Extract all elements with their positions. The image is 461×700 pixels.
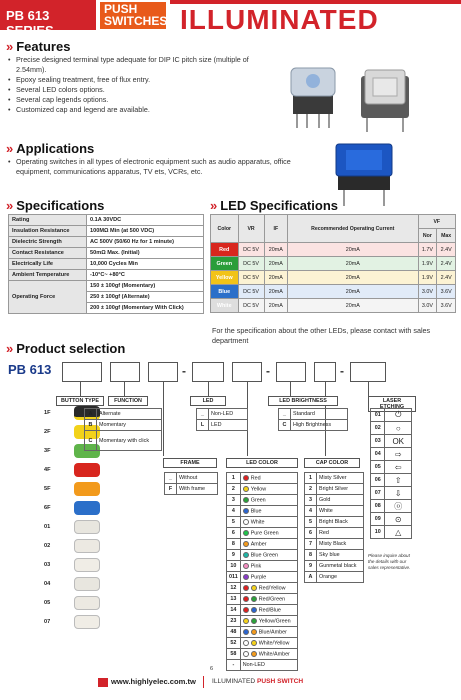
- table-row: 9 Blue Green: [227, 550, 298, 561]
- function-title: FUNCTION: [108, 396, 148, 406]
- led-color-dot-icon: [243, 519, 249, 525]
- led-color-dot-icon: [251, 618, 257, 624]
- separator-dash: -: [182, 364, 186, 378]
- cap-image-03: [74, 558, 100, 572]
- cap-image-04: [74, 577, 100, 591]
- table-row: Operating Force 150 ± 100gf (Momentary): [9, 281, 204, 292]
- table-row: 5 White: [227, 517, 298, 528]
- table-row: 13 Red/Green: [227, 594, 298, 605]
- button-type-code: 04: [44, 581, 51, 587]
- part-box-laser-etching: [350, 362, 386, 382]
- table-row: 10 △: [371, 526, 412, 539]
- table-row: _ Standard: [279, 409, 348, 420]
- table-row: 1 Misty Silver: [305, 473, 364, 484]
- table-row: Dielectric Strength AC 500V (50/60 Hz for 1 minute): [9, 237, 204, 248]
- part-box-frame: [148, 362, 178, 382]
- cap-image-4f: [74, 463, 100, 477]
- function-table: [84, 408, 162, 451]
- led-color-dot-icon: [243, 618, 249, 624]
- page-header: [0, 0, 461, 38]
- cap-image-05: [74, 596, 100, 610]
- table-row: Red DC 5V 20mA 20mA 1.7V 2.4V: [211, 243, 456, 257]
- led-color-label: Yellow: [250, 486, 267, 493]
- cap-image-02: [74, 539, 100, 553]
- switch-photo-white: [285, 62, 340, 132]
- table-row: 02 ○: [371, 422, 412, 435]
- table-row: 58 White/Amber: [227, 649, 298, 660]
- led-color-dot-icon: [243, 486, 249, 492]
- led-color-dot-icon: [251, 596, 257, 602]
- separator-dash: -: [266, 364, 270, 378]
- part-box-led: [192, 362, 224, 382]
- table-row: 5 Bright Black: [305, 517, 364, 528]
- applications-list: [8, 157, 298, 177]
- led-color-dot-icon: [243, 640, 249, 646]
- cap-image-5f: [74, 482, 100, 496]
- table-row: 23 Yellow/Green: [227, 616, 298, 627]
- table-row: 7 Misty Black: [305, 539, 364, 550]
- led-color-dot-icon: [251, 585, 257, 591]
- led-color-label: Green: [250, 497, 266, 504]
- specifications-heading: » Specifications: [6, 198, 105, 213]
- led-color-label: Yellow/Green: [258, 618, 291, 625]
- list-item: • Epoxy sealing treatment, free of flux entry.: [8, 75, 278, 85]
- table-row: 4 White: [305, 506, 364, 517]
- led-color-label: Blue/Amber: [258, 629, 287, 636]
- cap-color-table: [304, 472, 364, 583]
- table-row: 05 ⇦: [371, 461, 412, 474]
- chevron-icon: »: [6, 141, 14, 156]
- part-box-cap-color: [314, 362, 336, 382]
- list-item: • Operating switches in all types of electronic equipment such as audio apparatus, office equipment, communications apparatus, TV ets, VCRs, etc.: [8, 157, 298, 177]
- chevron-icon: »: [6, 39, 14, 54]
- connector-line: [290, 382, 291, 396]
- led-color-label: Pink: [250, 563, 262, 570]
- on-circle-icon: ⓞ: [385, 500, 412, 513]
- list-item: • Precise designed terminal type adequate for DIP IC pitch size (multiple of 2.54mm).: [8, 55, 278, 75]
- features-list: [8, 55, 278, 115]
- table-row: Ambient Temperature -10°C~ +80°C: [9, 270, 204, 281]
- led-color-label: White/Yellow: [258, 640, 290, 647]
- circle-icon: ○: [385, 422, 412, 435]
- connector-line: [124, 382, 125, 396]
- arrow-down-icon: ⇩: [385, 487, 412, 500]
- push-label: PUSH: [104, 2, 138, 16]
- button-type-code: 2F: [44, 429, 51, 435]
- button-type-code: 02: [44, 543, 51, 549]
- part-box-led-color: [232, 362, 262, 382]
- list-item: • Several cap legends options.: [8, 95, 278, 105]
- table-row: Electrically Life 10,000 Cycles Min: [9, 259, 204, 270]
- switch-photo-blue: [330, 140, 400, 210]
- connector-line: [80, 382, 81, 396]
- table-row: B Momentary: [85, 420, 162, 431]
- features-heading: » Features: [6, 39, 71, 54]
- inquiry-note: Please inquire about the details with our sales representative.: [368, 553, 411, 570]
- footer-divider: [203, 676, 204, 688]
- table-row: 200 ± 100gf (Momentary With Click): [9, 303, 204, 314]
- button-type-code: 05: [44, 600, 51, 606]
- table-row: 2 Yellow: [227, 484, 298, 495]
- connector-line: [163, 382, 164, 456]
- led-title: LED: [190, 396, 226, 406]
- button-type-code: 03: [44, 562, 51, 568]
- table-row: A Orange: [305, 572, 364, 583]
- illuminated-title: ILLUMINATED: [180, 4, 379, 35]
- led-color-label: Blue Green: [250, 552, 278, 559]
- led-note: For the specification about the other LEDs, please contact with sales department: [212, 326, 431, 345]
- part-box-function: [110, 362, 140, 382]
- footer-title: ILLUMINATED PUSH SWITCH: [212, 678, 304, 685]
- table-row: _ Without: [165, 473, 218, 484]
- led-color-dot-icon: [243, 574, 249, 580]
- table-row: 8 Amber: [227, 539, 298, 550]
- table-row: 6 Pure Green: [227, 528, 298, 539]
- table-row: Green DC 5V 20mA 20mA 1.9V 2.4V: [211, 257, 456, 271]
- button-type-code: 4F: [44, 467, 51, 473]
- led-brightness-title: LED BRIGHTNESS: [268, 396, 338, 406]
- led-table: [196, 408, 248, 431]
- list-item: • Customized cap and legend are available.: [8, 105, 278, 115]
- led-color-label: White: [250, 519, 265, 526]
- ok-icon: OK: [385, 435, 412, 448]
- table-row: 14 Red/Blue: [227, 605, 298, 616]
- table-row: Blue DC 5V 20mA 20mA 3.0V 3.6V: [211, 285, 456, 299]
- table-row: Rating 0.1A 30VDC: [9, 215, 204, 226]
- button-type-code: 07: [44, 619, 51, 625]
- table-row: 1 Red: [227, 473, 298, 484]
- table-row: 04 ⇨: [371, 448, 412, 461]
- table-header-row: Nor Max: [211, 229, 456, 243]
- power-icon: ⏻: [385, 409, 412, 422]
- arrow-up-icon: ⇧: [385, 474, 412, 487]
- led-color-dot-icon: [243, 552, 249, 558]
- model-number: PB 613: [8, 362, 52, 377]
- led-color-dot-icon: [251, 651, 257, 657]
- led-color-label: Red/Green: [258, 596, 286, 603]
- chevron-icon: »: [6, 198, 14, 213]
- specifications-table: [8, 214, 204, 314]
- led-color-label: Red: [250, 475, 261, 482]
- table-row: Insulation Resistance 100MΩ Min (at 500 VDC): [9, 226, 204, 237]
- cap-image-01: [74, 520, 100, 534]
- led-color-dot-icon: [243, 585, 249, 591]
- connector-line: [368, 382, 369, 396]
- table-row: C Momentary with click: [85, 431, 162, 451]
- table-row: 01 ⏻: [371, 409, 412, 422]
- table-row: C High Brightness: [279, 420, 348, 431]
- table-row: 52 White/Yellow: [227, 638, 298, 649]
- cap-image-6f: [74, 501, 100, 515]
- table-row: 9 Gunmetal black: [305, 561, 364, 572]
- led-color-label: Purple: [250, 574, 267, 581]
- led-color-dot-icon: [243, 596, 249, 602]
- button-type-code: 3F: [44, 448, 51, 454]
- table-row: 08 ⓞ: [371, 500, 412, 513]
- table-row: 2 Bright Silver: [305, 484, 364, 495]
- led-color-dot-icon: [243, 629, 249, 635]
- laser-etching-title: LASER ETCHING: [368, 396, 416, 412]
- led-color-label: White/Amber: [258, 651, 290, 658]
- led-specifications-table: [210, 214, 456, 313]
- laser-etching-table: [370, 408, 412, 539]
- led-color-dot-icon: [243, 607, 249, 613]
- table-row: Contact Resistance 50mΩ Max. (Initial): [9, 248, 204, 259]
- applications-heading: » Applications: [6, 141, 95, 156]
- table-row: 011 Purple: [227, 572, 298, 583]
- table-row: 6 Red: [305, 528, 364, 539]
- table-header-row: Color VR IF Recommended Operating Current VF: [211, 215, 456, 229]
- led-color-dot-icon: [243, 541, 249, 547]
- series-banner: [0, 0, 96, 38]
- table-row: - Non-LED: [227, 660, 298, 671]
- table-row: 03 OK: [371, 435, 412, 448]
- button-type-title: BUTTON TYPE: [56, 396, 104, 406]
- table-row: _ Non-LED: [197, 409, 248, 420]
- frame-title: FRAME: [163, 458, 217, 468]
- table-row: A Alternate: [85, 409, 162, 420]
- table-row: L LED: [197, 420, 248, 431]
- button-type-code: 1F: [44, 410, 51, 416]
- dot-circle-icon: ⊙: [385, 513, 412, 526]
- table-row: 250 ± 100gf (Alternate): [9, 292, 204, 303]
- led-color-label: Pure Green: [250, 530, 279, 537]
- table-row: Yellow DC 5V 20mA 20mA 1.9V 2.4V: [211, 271, 456, 285]
- led-color-label: Blue: [250, 508, 262, 515]
- led-brightness-table: [278, 408, 348, 431]
- table-row: F With frame: [165, 484, 218, 495]
- frame-table: [164, 472, 218, 495]
- led-color-title: LED COLOR: [226, 458, 298, 468]
- led-color-dot-icon: [243, 530, 249, 536]
- cap-color-title: CAP COLOR: [304, 458, 360, 468]
- led-specifications-heading: » LED Specifications: [210, 198, 338, 213]
- led-color-dot-icon: [243, 497, 249, 503]
- led-color-dot-icon: [243, 563, 249, 569]
- separator-dash: -: [340, 364, 344, 378]
- cap-image-07: [74, 615, 100, 629]
- connector-line: [208, 382, 209, 396]
- led-color-label: Non-LED: [242, 662, 265, 668]
- arrow-left-icon: ⇦: [385, 461, 412, 474]
- led-color-dot-icon: [243, 508, 249, 514]
- button-type-code: 6F: [44, 505, 51, 511]
- led-color-label: Red/Yellow: [258, 585, 286, 592]
- part-box-led-brightness: [276, 362, 306, 382]
- led-color-table: [226, 472, 298, 671]
- triangle-icon: △: [385, 526, 412, 539]
- table-row: 48 Blue/Amber: [227, 627, 298, 638]
- table-row: 06 ⇧: [371, 474, 412, 487]
- led-color-dot-icon: [243, 475, 249, 481]
- table-row: 07 ⇩: [371, 487, 412, 500]
- led-color-dot-icon: [243, 651, 249, 657]
- arrow-right-icon: ⇨: [385, 448, 412, 461]
- chevron-icon: »: [6, 341, 14, 356]
- push-switches-badge: [100, 2, 166, 29]
- switch-photo-grey: [355, 66, 415, 136]
- button-type-code: 01: [44, 524, 51, 530]
- list-item: • Several LED colors options.: [8, 85, 278, 95]
- page-number: 6: [210, 666, 214, 672]
- led-color-dot-icon: [251, 640, 257, 646]
- switches-label: SWITCHES: [104, 14, 168, 28]
- table-row: 12 Red/Yellow: [227, 583, 298, 594]
- series-label: PB 613 SERIES: [6, 8, 54, 38]
- table-row: 3 Gold: [305, 495, 364, 506]
- website-link[interactable]: www.highlyelec.com.tw: [111, 677, 196, 686]
- table-row: 8 Sky blue: [305, 550, 364, 561]
- button-type-code: 5F: [44, 486, 51, 492]
- table-row: White DC 5V 20mA 20mA 3.0V 3.6V: [211, 299, 456, 313]
- led-color-dot-icon: [251, 629, 257, 635]
- table-row: 4 Blue: [227, 506, 298, 517]
- product-selection-heading: » Product selection: [6, 341, 126, 356]
- table-row: 10 Pink: [227, 561, 298, 572]
- led-color-label: Amber: [250, 541, 267, 548]
- table-row: 09 ⊙: [371, 513, 412, 526]
- company-logo-icon: [98, 678, 108, 687]
- chevron-icon: »: [210, 198, 218, 213]
- led-color-label: Red/Blue: [258, 607, 281, 614]
- led-color-dot-icon: [251, 607, 257, 613]
- part-box-button-type: [62, 362, 102, 382]
- table-row: 3 Green: [227, 495, 298, 506]
